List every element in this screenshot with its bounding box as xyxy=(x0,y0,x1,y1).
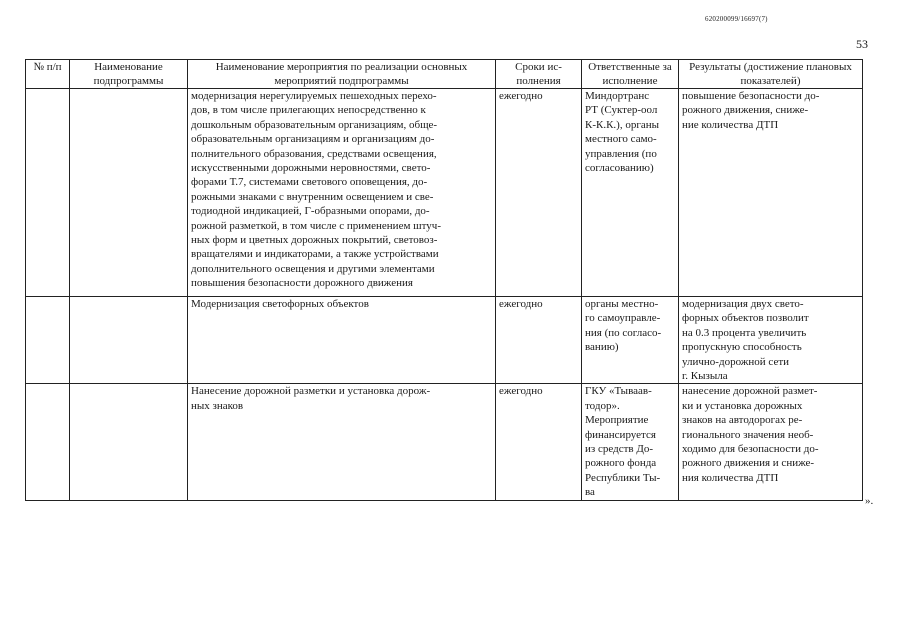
cell-activity: Модернизация светофорных объектов xyxy=(188,297,496,384)
document-id: 620200099/16697(7) xyxy=(705,15,768,23)
header-result: Результаты (достижение плановых показателей) xyxy=(679,60,863,89)
cell-number xyxy=(26,297,70,384)
cell-term: ежегодно xyxy=(496,297,582,384)
cell-responsible: ГКУ «Тываав- тодор». Мероприятие финансируется из средств До- рожного фонда Республики Ты- ва xyxy=(582,384,679,500)
table-row xyxy=(26,384,863,500)
table-row xyxy=(26,89,863,297)
cell-subprogram xyxy=(70,384,188,500)
table-row xyxy=(26,297,863,384)
header-responsible: Ответственные за исполнение xyxy=(582,60,679,89)
cell-result: модернизация двух свето- форных объектов позволит на 0.3 процента увеличить пропускную способность улично-дорожной сети г. Кызыла xyxy=(679,297,863,384)
cell-responsible: Миндортранс РТ (Суктер-оол К-К.К.), органы местного само- управления (по согласованию) xyxy=(582,89,679,297)
closing-quote-mark: ». xyxy=(865,495,874,507)
header-activity: Наименование мероприятия по реализации основных мероприятий подпрограммы xyxy=(188,60,496,89)
cell-result: повышение безопасности до- рожного движения, сниже- ние количества ДТП xyxy=(679,89,863,297)
header-number: № п/п xyxy=(26,60,70,89)
page-number: 53 xyxy=(856,37,868,51)
cell-activity: модернизация нерегулируемых пешеходных перехо- дов, в том числе прилегающих непосредственно к дошкольным образовательным организациям, обще- образовательным организациям и организациям до- полнительного образования, средствами освещения, искусственными дорожными неровностями, свето- форами Т.7, системами светового оповещения, до- рожными знаками с внутренним освещением и све- тодиодной индикацией, Г-образными опорами, до- рожной разметкой, в том числе с применением штуч- ных форм и цветных дорожных покрытий, световоз- вращателями и индикаторами, а также устройствами дополнительного освещения и другими элементами повышения безопасности дорожного движения xyxy=(188,89,496,297)
cell-responsible: органы местно- го самоуправле- ния (по согласо- ванию) xyxy=(582,297,679,384)
cell-term: ежегодно xyxy=(496,384,582,500)
cell-number xyxy=(26,89,70,297)
cell-subprogram xyxy=(70,89,188,297)
cell-subprogram xyxy=(70,297,188,384)
activities-table xyxy=(25,59,863,501)
table-header-row xyxy=(26,60,863,89)
header-term: Сроки ис- полнения xyxy=(496,60,582,89)
header-subprogram: Наименование подпрограммы xyxy=(70,60,188,89)
cell-activity: Нанесение дорожной разметки и установка дорож- ных знаков xyxy=(188,384,496,500)
cell-term: ежегодно xyxy=(496,89,582,297)
cell-result: нанесение дорожной размет- ки и установка дорожных знаков на автодорогах ре- гионального значения необ- ходимо для безопасности до- рожного движения и сниже- ния количества ДТП xyxy=(679,384,863,500)
cell-number xyxy=(26,384,70,500)
